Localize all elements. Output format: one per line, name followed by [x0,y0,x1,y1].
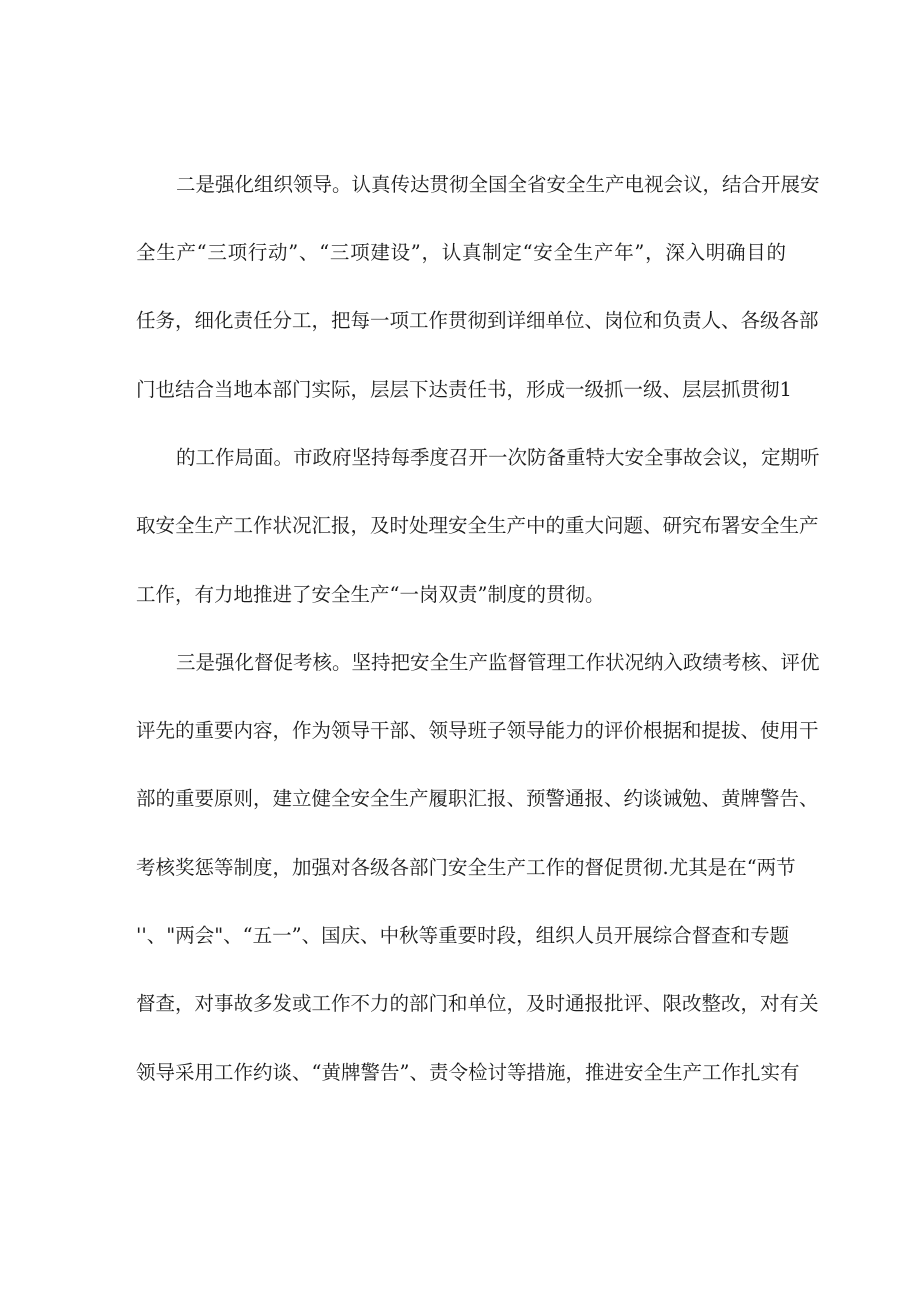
paragraph-line: ''、"两会"、“五一”、国庆、中秋等重要时段，组织人员开展综合督查和专题 [136,924,790,947]
paragraph-line: 督查，对事故多发或工作不力的部门和单位，及时通报批评、限改整改，对有关 [136,992,819,1015]
paragraph-line: 评先的重要内容，作为领导干部、领导班子领导能力的评价根据和提拔、使用干 [136,719,819,742]
paragraph-line: 工作，有力地推进了安全生产“一岗双责”制度的贯彻。 [136,583,605,606]
paragraph-line: 部的重要原则，建立健全安全生产履职汇报、预警通报、约谈诫勉、黄牌警告、 [136,787,819,810]
paragraph-line: 领导采用工作约谈、“黄牌警告”、责令检讨等措施，推进安全生产工作扎实有 [136,1061,800,1084]
paragraph-line: 的工作局面。市政府坚持每季度召开一次防备重特大安全事故会议，定期听 [176,446,820,469]
paragraph-line: 考核奖惩等制度，加强对各级各部门安全生产工作的督促贯彻.尤其是在“两节 [136,856,796,879]
paragraph-line: 任务，细化责任分工，把每一项工作贯彻到详细单位、岗位和负责人、各级各部 [136,309,819,332]
paragraph-line: 全生产“三项行动”、“三项建设”，认真制定“安全生产年”，深入明确目的 [136,241,786,264]
paragraph-line: 取安全生产工作状况汇报，及时处理安全生产中的重大问题、研究布署安全生产 [136,514,819,537]
paragraph-line: 门也结合当地本部门实际，层层下达责任书，形成一级抓一级、层层抓贯彻1 [136,378,792,401]
paragraph-line: 三是强化督促考核。坚持把安全生产监督管理工作状况纳入政绩考核、评优 [176,651,820,674]
paragraph-line: 二是强化组织领导。认真传达贯彻全国全省安全生产电视会议，结合开展安 [176,173,820,196]
